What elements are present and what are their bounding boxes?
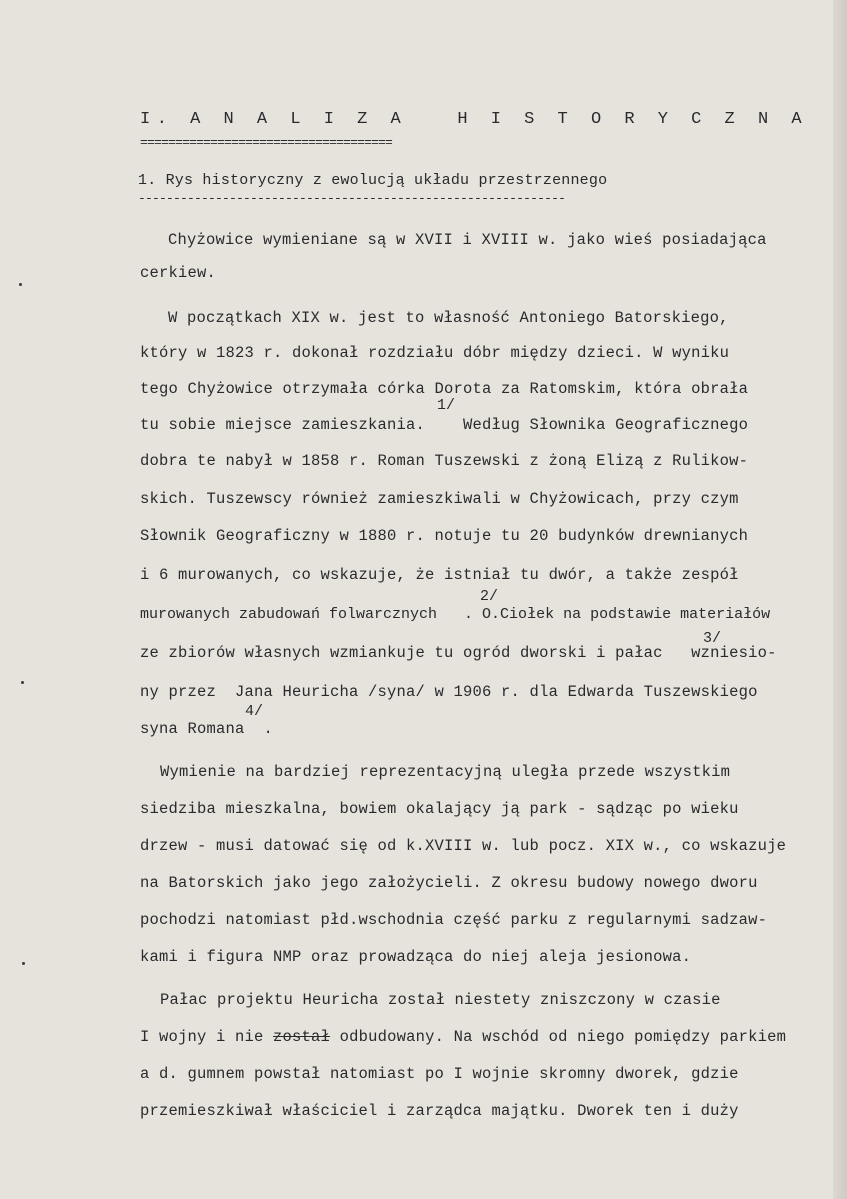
footnote-marker: 1/ <box>437 397 456 414</box>
text-line: ze zbiorów własnych wzmiankuje tu ogród dworski i pałac wzniesio- <box>140 644 777 662</box>
text-line <box>140 1027 786 1047</box>
text-line: na Batorskich jako jego założycieli. Z okresu budowy nowego dworu <box>140 874 758 892</box>
paper-edge <box>833 0 847 1199</box>
text-line: pochodzi natomiast płd.wschodnia część parku z regularnymi sadzaw- <box>140 911 768 929</box>
text-line: Wymienie na bardziej reprezentacyjną uległa przede wszystkim <box>160 763 731 781</box>
text-line: drzew - musi datować się od k.XVIII w. lub pocz. XIX w., co wskazuje <box>140 837 787 855</box>
text-line: W początkach XIX w. jest to własność Antoniego Batorskiego, <box>168 309 729 327</box>
punch-mark <box>21 681 24 684</box>
text-line: tego Chyżowice otrzymała córka Dorota za Ratomskim, która obrała <box>140 380 749 398</box>
text-line: dobra te nabył w 1858 r. Roman Tuszewski z żoną Elizą z Rulikow- <box>140 452 749 470</box>
text-line: Słownik Geograficzny w 1880 r. notuje tu 20 budynków drewnianych <box>140 527 749 545</box>
footnote-marker: 3/ <box>703 630 722 647</box>
footnote-marker: 2/ <box>480 588 499 605</box>
text-line: Pałac projektu Heuricha został niestety zniszczony w czasie <box>160 991 721 1009</box>
text-line: przemieszkiwał właściciel i zarządca majątku. Dworek ten i duży <box>140 1102 739 1120</box>
punch-mark <box>22 962 25 965</box>
struck-word: został <box>273 1028 331 1046</box>
text-line: syna Romana . <box>140 720 274 738</box>
text-line: który w 1823 r. dokonał rozdziału dóbr między dzieci. W wyniku <box>140 344 730 362</box>
text-line: siedziba mieszkalna, bowiem okalający ją park - sądząc po wieku <box>140 800 739 818</box>
text-segment: odbudowany. Na wschód od niego pomiędzy parkiem <box>339 1028 787 1046</box>
text-line: skich. Tuszewscy również zamieszkiwali w Chyżowicach, przy czym <box>140 490 739 508</box>
text-segment: I wojny i nie <box>140 1028 264 1046</box>
text-line: murowanych zabudowań folwarcznych . O.Ciołek na podstawie materiałów <box>140 606 771 623</box>
text-line: kami i figura NMP oraz prowadząca do niej aleja jesionowa. <box>140 948 692 966</box>
text-line: Chyżowice wymieniane są w XVII i XVIII w. jako wieś posiadająca <box>168 231 767 249</box>
text-line: cerkiew. <box>140 264 217 282</box>
section-heading: I. A N A L I Z A H I S T O R Y C Z N A <box>140 110 809 129</box>
footnote-marker: 4/ <box>245 703 264 720</box>
heading-double-rule: ==================================== <box>140 138 393 148</box>
subheading-dashed-rule: ------------------------------------------------------------- <box>138 194 566 204</box>
punch-mark <box>19 283 22 286</box>
subsection-heading: 1. Rys historyczny z ewolucją układu przestrzennego <box>138 172 608 189</box>
text-line: a d. gumnem powstał natomiast po I wojnie skromny dworek, gdzie <box>140 1065 739 1083</box>
text-line: i 6 murowanych, co wskazuje, że istniał tu dwór, a także zespół <box>140 566 739 584</box>
text-line: ny przez Jana Heuricha /syna/ w 1906 r. dla Edwarda Tuszewskiego <box>140 683 758 701</box>
text-line: tu sobie miejsce zamieszkania. Według Słownika Geograficznego <box>140 416 749 434</box>
